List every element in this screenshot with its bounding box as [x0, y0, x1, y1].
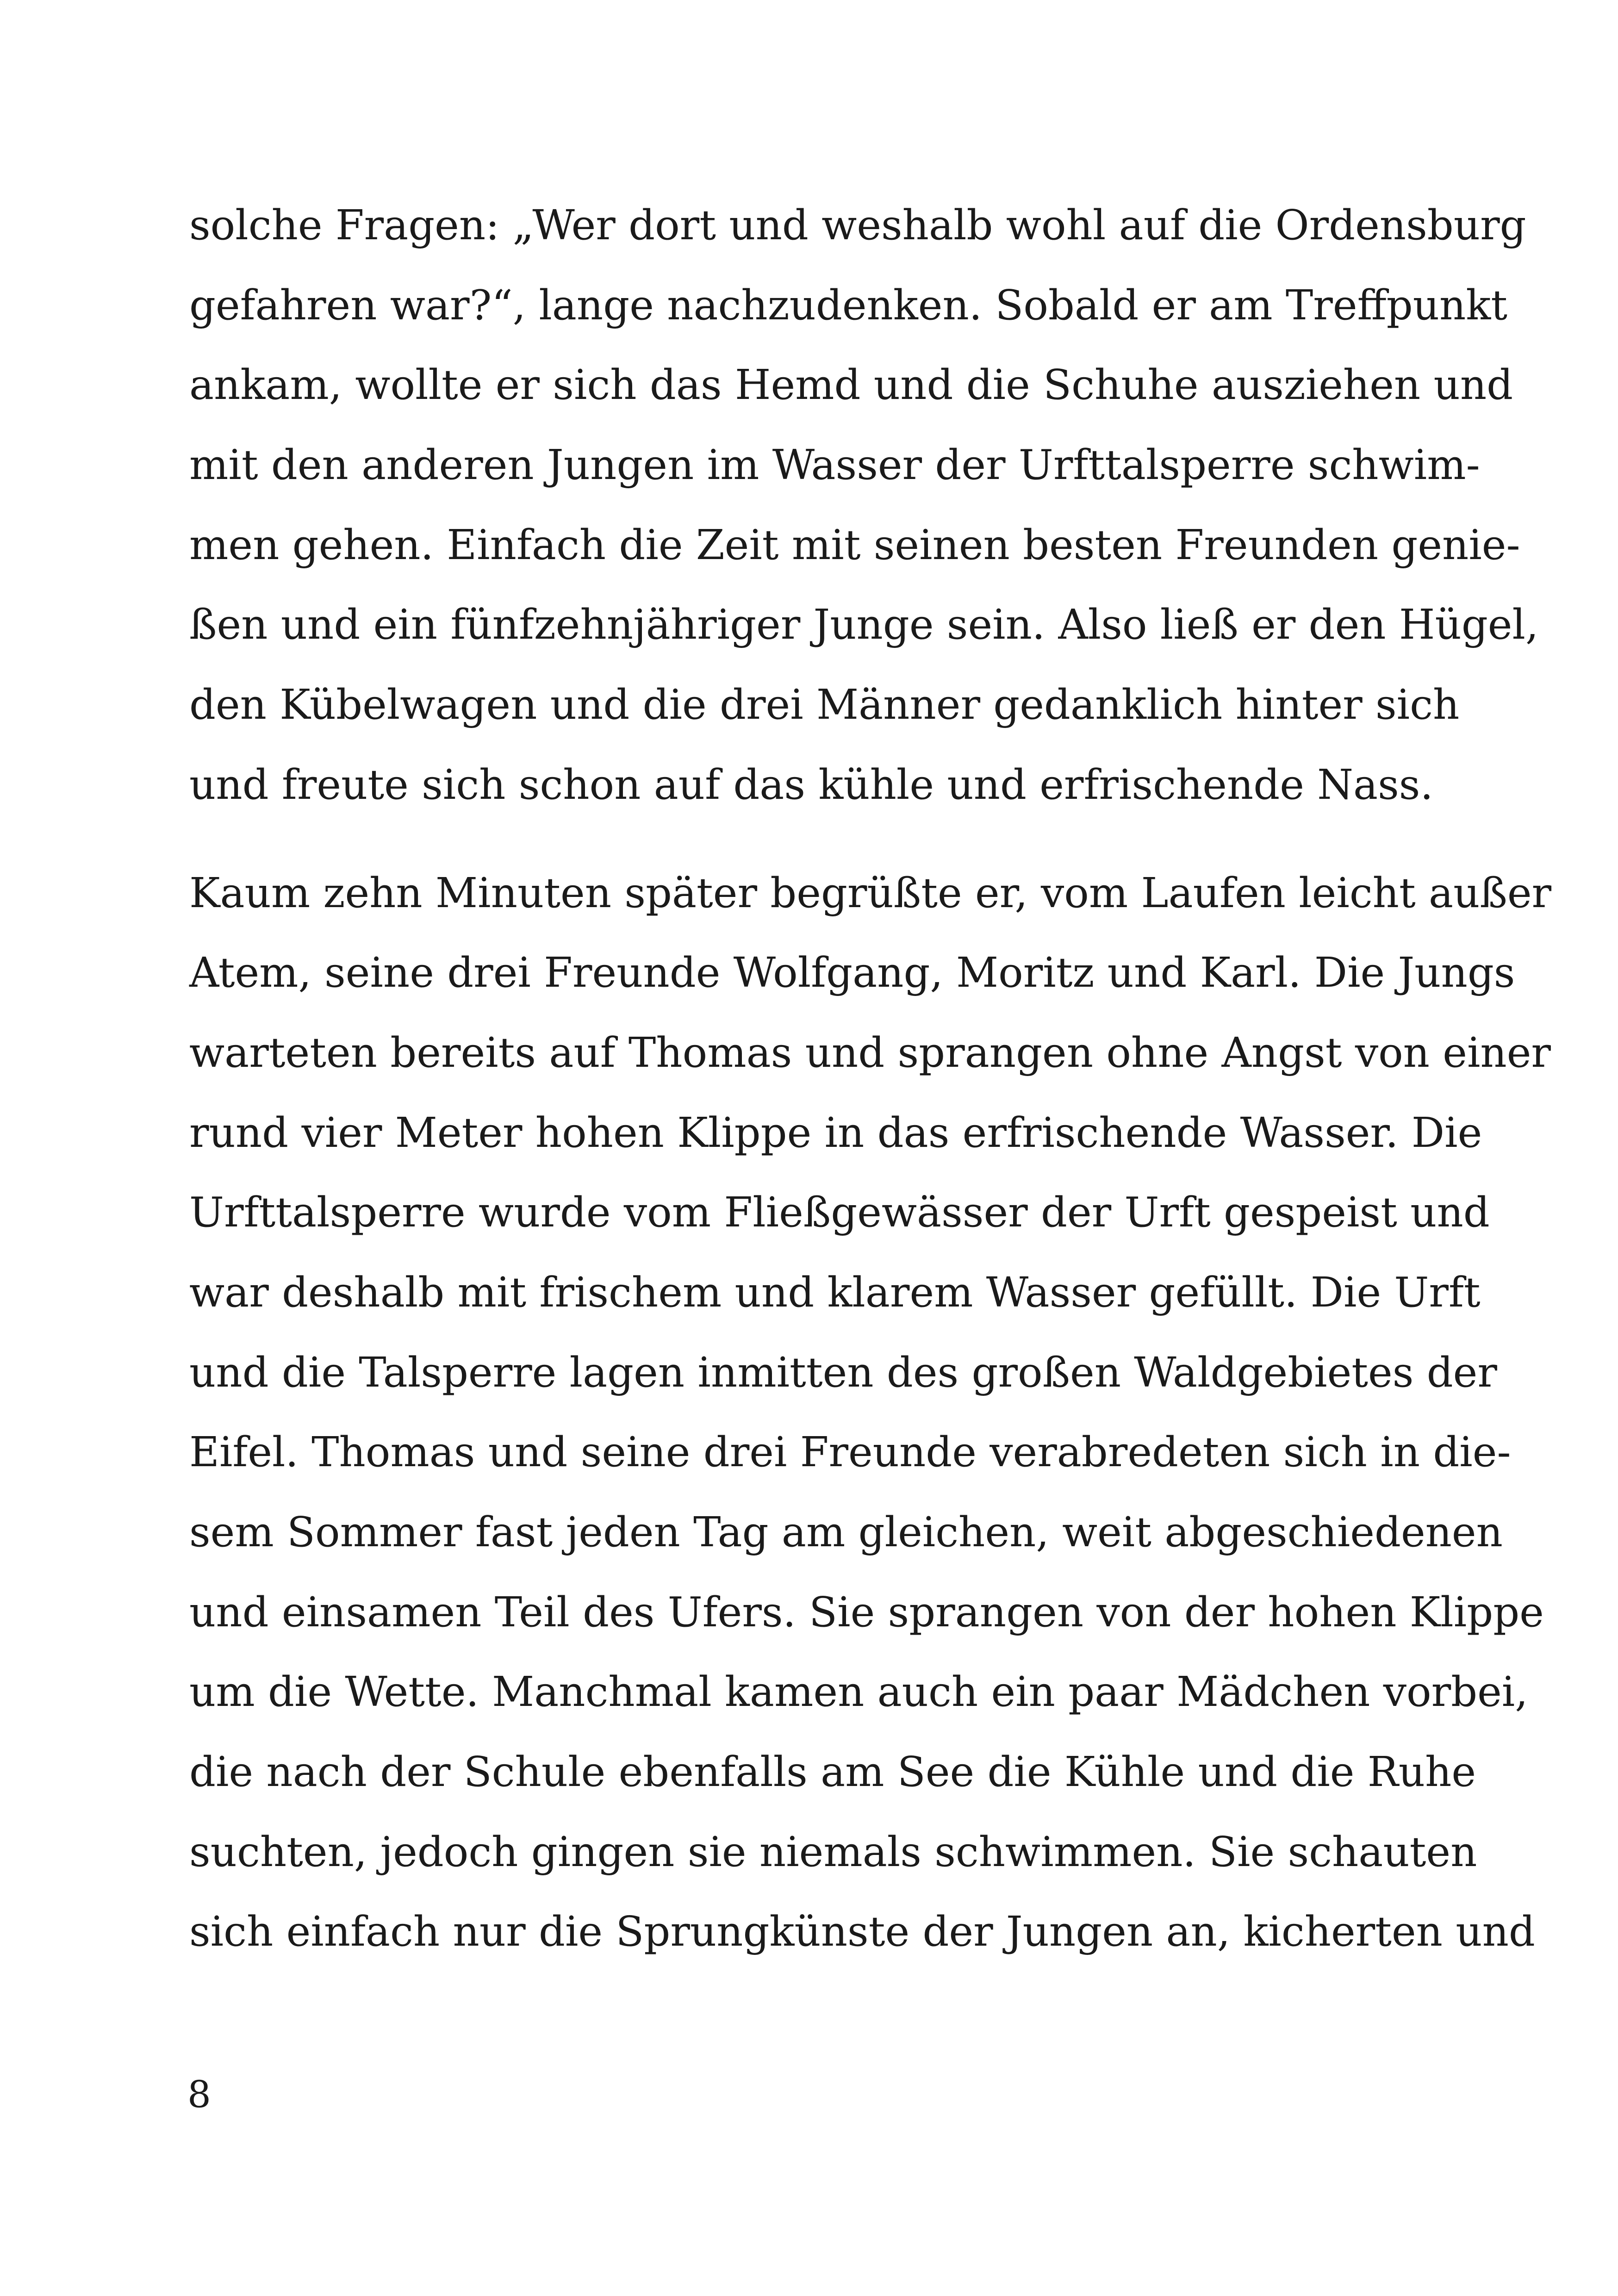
page-number: 8: [187, 2073, 211, 2116]
paragraph-2: [189, 868, 1552, 1991]
text-line: Kaum zehn Minuten später begrüßte er, vom Laufen leicht außer: [189, 868, 1552, 917]
text-line: war deshalb mit frischem und klarem Wasser gefüllt. Die Urft: [189, 1268, 1481, 1316]
text-line: solche Fragen: „Wer dort und weshalb wohl auf die Ordensburg: [189, 201, 1526, 249]
text-line: suchten, jedoch gingen sie niemals schwimmen. Sie schauten: [189, 1827, 1477, 1876]
text-line: den Kübelwagen und die drei Männer gedanklich hinter sich: [189, 680, 1460, 729]
text-line: gefahren war?“, lange nachzudenken. Sobald er am Treffpunkt: [189, 280, 1508, 329]
paragraph-1: [189, 201, 1539, 843]
text-line: men gehen. Einfach die Zeit mit seinen besten Freunden genie-: [189, 520, 1520, 569]
text-line: um die Wette. Manchmal kamen auch ein paar Mädchen vorbei,: [189, 1668, 1528, 1716]
text-line: und freute sich schon auf das kühle und erfrischende Nass.: [189, 760, 1433, 809]
text-line: die nach der Schule ebenfalls am See die Kühle und die Ruhe: [189, 1748, 1476, 1796]
text-line: rund vier Meter hohen Klippe in das erfrischende Wasser. Die: [189, 1108, 1482, 1157]
body-text: [189, 201, 1552, 1990]
text-line: Atem, seine drei Freunde Wolfgang, Moritz und Karl. Die Jungs: [189, 948, 1515, 997]
text-line: sich einfach nur die Sprungkünste der Jungen an, kicherten und: [189, 1907, 1535, 1956]
text-line: warteten bereits auf Thomas und sprangen ohne Angst von einer: [189, 1028, 1551, 1076]
text-line: und einsamen Teil des Ufers. Sie sprangen von der hohen Klippe: [189, 1587, 1544, 1636]
text-line: sem Sommer fast jeden Tag am gleichen, weit abgeschiedenen: [189, 1508, 1503, 1556]
text-line: und die Talsperre lagen inmitten des großen Waldgebietes der: [189, 1348, 1497, 1396]
text-line: ßen und ein fünfzehnjähriger Junge sein. Also ließ er den Hügel,: [189, 600, 1539, 649]
paragraph-spacer: [189, 843, 1411, 871]
text-line: Urfttalsperre wurde vom Fließgewässer der Urft gespeist und: [189, 1188, 1490, 1237]
text-line: Eifel. Thomas und seine drei Freunde verabredeten sich in die-: [189, 1428, 1511, 1476]
text-line: mit den anderen Jungen im Wasser der Urfttalsperre schwim-: [189, 441, 1480, 489]
text-line: ankam, wollte er sich das Hemd und die Schuhe ausziehen und: [189, 361, 1513, 409]
